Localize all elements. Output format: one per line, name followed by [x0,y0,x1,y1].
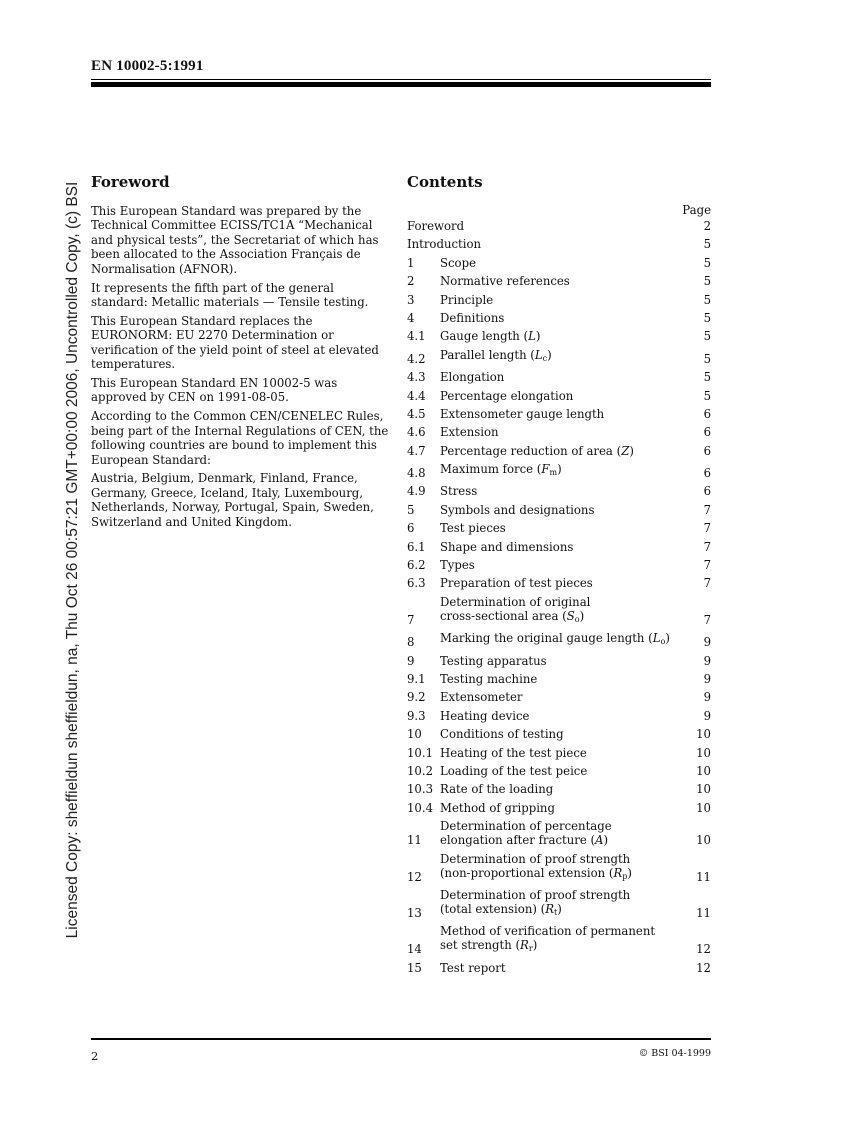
toc-entry-page: 5 [703,329,711,344]
toc-entry-title: Normative references [440,274,570,289]
toc-entry-title: Method of gripping [440,800,555,815]
toc-entry-number: 6.2 [407,558,426,573]
toc-entry-number: 2 [407,274,415,289]
toc-entry-title: Gauge length (L) [440,329,541,344]
toc-entry-title: Maximum force $(F_m)$ [440,462,562,478]
toc-entry-number: 6.1 [407,539,426,554]
foreword-paragraph: This European Standard EN 10002-5 was approved by CEN on 1991-08-05. [91,375,338,405]
foreword-body [91,204,393,534]
toc-entry [407,348,711,366]
toc-entry-page: 6 [703,466,711,481]
toc-entry [407,484,711,498]
toc-entry-title: Percentage reduction of area (Z) [440,443,634,458]
toc-entry-number: 10.4 [407,800,434,815]
toc-entry-page: 12 [696,960,711,975]
toc-entry-page: 7 [703,502,711,517]
toc-entry [407,690,711,704]
toc-entry-number: 10.1 [407,745,434,760]
toc-entry [407,274,711,288]
toc-entry [407,237,711,251]
toc-entry-title: Foreword [407,219,465,233]
toc-entry-number: 9.2 [407,690,426,705]
toc-entry-title: Extensometer gauge length [440,406,605,421]
toc-entry-number: 6.3 [407,576,426,591]
header-rule-thin [91,79,711,80]
toc-entry [407,595,711,627]
toc-entry [407,576,711,590]
toc-entry-number: 9.1 [407,671,426,686]
toc-entry-number: 8 [407,635,415,650]
toc-entry-title: Test pieces [440,521,506,536]
toc-entry-page: 9 [703,690,711,705]
toc-entry-title: Elongation [440,370,505,385]
foreword-heading: Foreword [91,173,170,191]
toc-entry [407,256,711,270]
toc-entry [407,503,711,517]
toc-entry-number: 4.7 [407,443,426,458]
toc-entry-page: 7 [703,612,711,627]
toc-entry-page: 2 [703,219,711,233]
toc-entry [407,219,711,233]
document-header-title: EN 10002-5:1991 [91,58,204,74]
toc-entry-number: 4.3 [407,370,426,385]
toc-entry-page: 9 [703,671,711,686]
toc-entry-number: 4.9 [407,484,426,499]
toc-entry-title: Determination of proof strength (total extension) $(R_t)$ [440,887,631,917]
toc-entry [407,462,711,480]
toc-entry-page: 11 [696,869,711,884]
toc-entry-title: Principle [440,292,494,307]
toc-entry-title: Extension [440,425,499,440]
toc-entry-number: 12 [407,869,422,884]
toc-entry-number: 4.1 [407,329,426,344]
toc-entry-number: 7 [407,612,415,627]
toc-entry-page: 11 [696,905,711,920]
toc-entry-title: Test report [440,960,506,975]
foreword-paragraph: It represents the fifth part of the general standard: Metallic materials — Tensile testing. [91,280,369,309]
toc-entry [407,888,711,920]
footer-page-number: 2 [91,1049,99,1063]
foreword-paragraph: According to the Common CEN/CENELEC Rules, being part of the Internal Regulations of CEN, the following countries are bound to implement this European Standard: [91,409,389,467]
toc-entry [407,540,711,554]
toc-entry-page: 5 [703,237,711,252]
toc-entry [407,746,711,760]
toc-entry-number: 6 [407,521,415,536]
toc-entry-number: 9.3 [407,708,426,723]
toc-entry-page: 5 [703,255,711,270]
toc-entry-page: 7 [703,558,711,573]
toc-entry-number: 4.4 [407,388,426,403]
toc-entry-number: 4.5 [407,406,426,421]
toc-entry-title: Preparation of test pieces [440,576,593,591]
toc-entry-number: 10.3 [407,782,434,797]
toc-entry-number: 14 [407,942,422,957]
toc-entry-number: 4.2 [407,351,426,366]
toc-entry [407,819,711,847]
toc-entry-page: 6 [703,443,711,458]
toc-entry-title: Stress [440,484,478,499]
toc-entry [407,293,711,307]
toc-entry-title: Determination of original cross-sectional area $(S_o)$ [440,594,591,624]
toc-entry-page: 5 [703,370,711,385]
toc-entry [407,672,711,686]
table-of-contents [407,203,711,979]
toc-entry-number: 13 [407,905,422,920]
toc-entry-page: 5 [703,310,711,325]
toc-entry-page: 10 [696,800,711,815]
toc-entry [407,558,711,572]
toc-entry-title: Determination of proof strength (non-proportional extension $(R_p)$ [440,851,632,881]
toc-entry-page: 10 [696,745,711,760]
toc-entry [407,311,711,325]
toc-entry-number: 3 [407,292,415,307]
toc-entry-page: 7 [703,539,711,554]
toc-entry-page: 9 [703,635,711,650]
toc-entry-title: Parallel length $(L_c)$ [440,347,552,363]
toc-entry-page: 6 [703,425,711,440]
toc-entry-title: Introduction [407,237,482,252]
toc-entry [407,782,711,796]
toc-entry-number: 4 [407,310,415,325]
toc-entry-page: 9 [703,708,711,723]
toc-entry [407,654,711,668]
toc-entry-page: 6 [703,406,711,421]
toc-entry-page: 12 [696,942,711,957]
toc-entry-title: Symbols and designations [440,502,595,517]
toc-entry-number: 4.6 [407,425,426,440]
toc-entry-title: Heating device [440,708,530,723]
page-column-label: Page [682,203,711,217]
toc-entry-number: 15 [407,960,422,975]
toc-entry [407,801,711,815]
toc-entry-title: Heating of the test piece [440,745,587,760]
toc-entry-number: 4.8 [407,466,426,481]
toc-entry-title: Scope [440,255,476,270]
toc-entry-page: 5 [703,388,711,403]
foreword-paragraph: This European Standard replaces the EURONORM: EU 2270 Determination or verification of the yield point of steel at elevated temperatures. [91,313,379,372]
toc-entry-title: Marking the original gauge length $(L_o)$ [440,631,670,647]
footer-rule [91,1038,711,1040]
toc-entry-title: Loading of the test peice [440,763,588,778]
toc-entry-page: 6 [703,484,711,499]
toc-entry-title: Extensometer [440,690,523,705]
toc-entry [407,631,711,649]
toc-entry-title: Shape and dimensions [440,539,574,554]
toc-entry-page: 10 [696,833,711,848]
toc-entry-page: 7 [703,521,711,536]
toc-entry-number: 5 [407,502,415,517]
contents-heading: Contents [407,173,483,191]
toc-entry-title: Types [440,558,475,573]
toc-entry [407,370,711,384]
toc-entry [407,407,711,421]
toc-list [407,219,711,975]
toc-entry-title: Testing apparatus [440,653,547,668]
toc-entry-page: 9 [703,653,711,668]
toc-entry [407,521,711,535]
toc-entry [407,389,711,403]
toc-entry-number: 1 [407,255,415,270]
toc-entry-title: Percentage elongation [440,388,574,403]
toc-entry [407,709,711,723]
toc-entry [407,961,711,975]
toc-entry-title: Definitions [440,310,505,325]
toc-entry [407,852,711,884]
toc-entry [407,329,711,343]
foreword-paragraph: This European Standard was prepared by the Technical Committee ECISS/TC1A “Mechanical and physical tests”, the Secretariat of which has been allocated to the Association Français de Normalisation (AFNOR). [91,204,379,276]
toc-entry [407,425,711,439]
toc-entry-title: Determination of percentage elongation after fracture (A) [440,819,612,848]
toc-entry-number: 11 [407,833,422,848]
toc-entry [407,764,711,778]
toc-entry-title: Testing machine [440,671,538,686]
license-watermark: Licensed Copy: sheffieldun sheffieldun, na, Thu Oct 26 00:57:21 GMT+00:00 2006, Uncontrolled Copy, (c) BSI [64,181,81,939]
footer-copyright: © BSI 04-1999 [638,1048,711,1059]
toc-entry-number: 9 [407,653,415,668]
toc-entry-number: 10.2 [407,763,434,778]
toc-entry-title: Method of verification of permanent set strength $(R_r)$ [440,924,656,954]
toc-entry [407,727,711,741]
toc-entry-page: 7 [703,576,711,591]
toc-entry-page: 10 [696,763,711,778]
toc-entry [407,924,711,956]
toc-entry-title: Rate of the loading [440,782,554,797]
toc-entry-page: 5 [703,292,711,307]
header-rule [91,82,711,87]
toc-entry-page: 10 [696,727,711,742]
foreword-paragraph: Austria, Belgium, Denmark, Finland, France, Germany, Greece, Iceland, Italy, Luxembourg, Netherlands, Norway, Portugal, Spain, Sweden, Switzerland and United Kingdom. [91,471,374,529]
toc-entry-page: 5 [703,351,711,366]
toc-entry-title: Conditions of testing [440,727,564,742]
toc-entry-page: 10 [696,782,711,797]
toc-entry-number: 10 [407,727,422,742]
toc-entry-page: 5 [703,274,711,289]
toc-entry [407,444,711,458]
